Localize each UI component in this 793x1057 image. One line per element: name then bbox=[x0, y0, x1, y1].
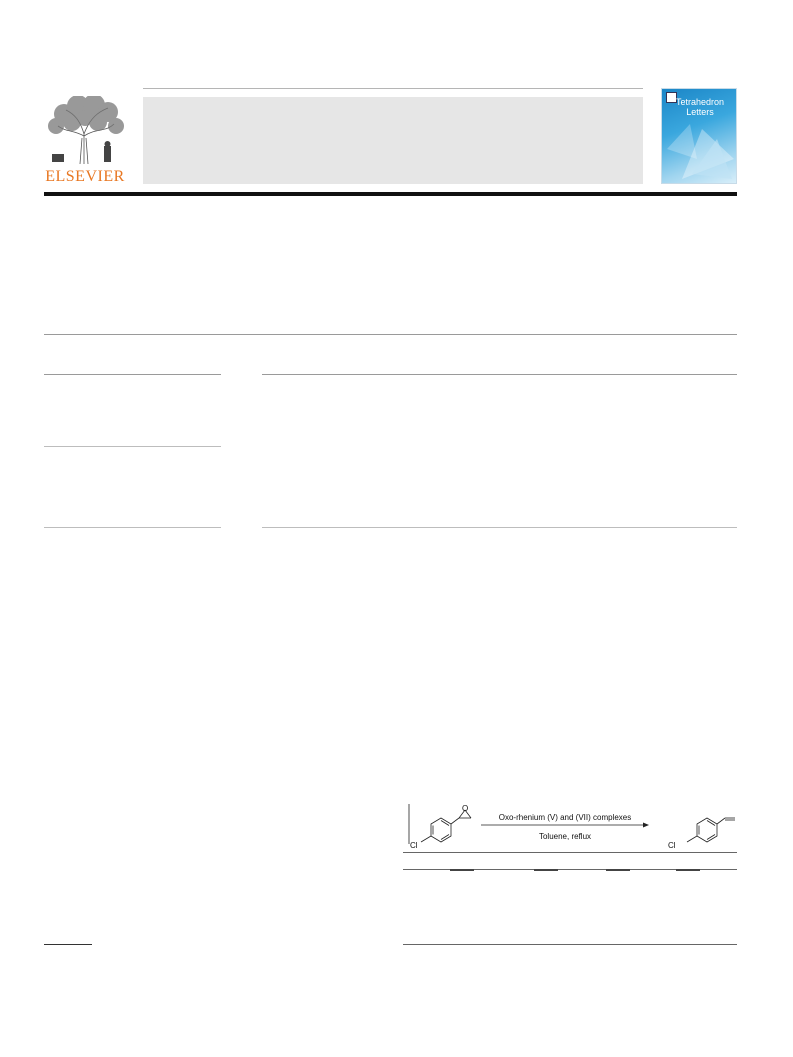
reagent-label: Oxo-rhenium (V) and (VII) complexes bbox=[498, 813, 632, 822]
article-info-top-rule bbox=[44, 374, 221, 375]
table-col-mark-1 bbox=[450, 869, 474, 871]
scheme-bottom-rule bbox=[403, 852, 737, 853]
product-benzene-icon bbox=[687, 818, 735, 842]
journal-cover-title: Tetrahedron Letters bbox=[675, 97, 725, 117]
abstract-top-rule bbox=[262, 374, 737, 375]
title-block-bottom-rule bbox=[44, 334, 737, 335]
substrate-chloro-label: Cl bbox=[410, 841, 418, 850]
footnote-rule bbox=[44, 944, 92, 945]
journal-banner bbox=[143, 97, 643, 184]
conditions-label: Toluene, reflux bbox=[538, 832, 592, 841]
journal-cover-thumbnail bbox=[661, 88, 737, 184]
keywords-divider-rule bbox=[44, 446, 221, 447]
product-chloro-label: Cl bbox=[668, 841, 676, 850]
header-thick-rule bbox=[44, 192, 737, 196]
substrate-benzene-icon bbox=[421, 818, 459, 842]
article-info-bottom-rule bbox=[44, 527, 221, 528]
publisher-logo-text: ELSEVIER bbox=[45, 168, 125, 185]
abstract-bottom-rule bbox=[262, 527, 737, 528]
table-bottom-rule bbox=[403, 944, 737, 945]
table-col-mark-2 bbox=[534, 869, 558, 871]
cover-triangles-icon bbox=[662, 119, 737, 184]
table-col-mark-4 bbox=[676, 869, 700, 871]
reaction-scheme bbox=[403, 800, 737, 855]
table-col-mark-3 bbox=[606, 869, 630, 871]
header-top-rule bbox=[143, 88, 643, 89]
reaction-arrowhead-icon bbox=[643, 823, 649, 828]
epoxide-oxygen-label: O bbox=[462, 804, 469, 813]
